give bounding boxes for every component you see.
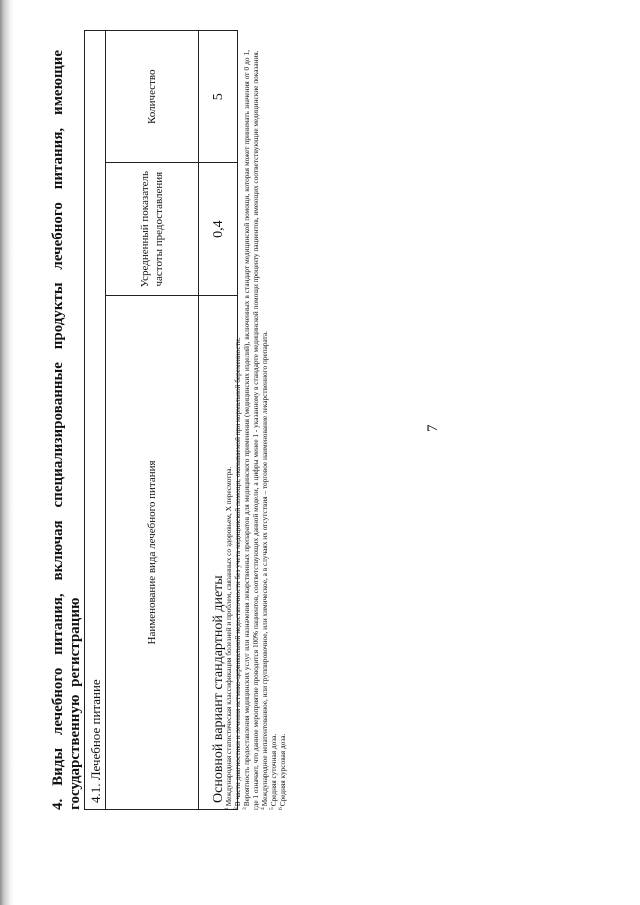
footnote-mark: 1 — [223, 807, 230, 810]
cell-quantity: 5 — [199, 31, 238, 163]
footnote — [224, 50, 233, 810]
cell-frequency: 0,4 — [199, 163, 238, 295]
section-heading: 4. Виды лечебного питания, включая специализированные продукты лечебного питания, имеющие государственную регистрацию — [50, 50, 83, 810]
footnote-text: Вероятность предоставления медицинских услуг или назначения лекарственных препаратов для медицинского применения (медицинских изделий), включенных в стандарт медицинской помощи, которая может принимать значения от 0 до 1, где 1 означает, что данное мероприятие проводится 100% пациентов, соответствующих данной модели, а цифры менее 1 - указанному в стандарте медицинской помощи проценту пациентов, имеющих соответствующие медицинские показания. — [242, 50, 260, 810]
footnote-text: Средняя курсовая доза. — [278, 733, 287, 807]
footnote-mark: 6 — [277, 807, 284, 810]
footnote-text: Средняя суточная доза. — [269, 733, 278, 807]
footnote-mark: 5 — [268, 807, 275, 810]
nutrition-table — [84, 30, 238, 810]
footnote-mark: 2 — [232, 807, 239, 810]
footnote-text: Международное непатентованное, или группировочное, или химическое, а в случаях их отсутствия – торговое наименование лекарственного препарата. — [260, 331, 269, 807]
footnote — [269, 50, 278, 810]
footnote-text: В части диагностики и лечения истмико-цервикальной недостаточности без учета медицинской помощи, оказываемой при нормальной беременности. — [233, 337, 242, 807]
table-section-row — [85, 31, 106, 810]
footnote — [260, 50, 269, 810]
header-quantity: Количество — [106, 31, 199, 163]
footnote-mark: 3 — [241, 807, 248, 810]
table-section-title: 4.1. Лечебное питание — [85, 31, 106, 810]
footnote — [233, 50, 242, 810]
header-frequency: Усредненный показатель частоты предоставления — [106, 163, 199, 295]
header-name: Наименование вида лечебного питания — [106, 295, 199, 809]
footnotes — [224, 50, 287, 810]
cell-diet-name: Основной вариант стандартной диеты — [199, 295, 238, 809]
footnote — [278, 50, 287, 810]
page-number: 7 — [425, 424, 441, 432]
footnote — [242, 50, 260, 810]
table-header-row — [106, 31, 199, 810]
footnote-text: Международная статистическая классификация болезней и проблем, связанных со здоровьем, X пересмотра. — [224, 466, 233, 807]
footnote-mark: 4 — [259, 807, 266, 810]
